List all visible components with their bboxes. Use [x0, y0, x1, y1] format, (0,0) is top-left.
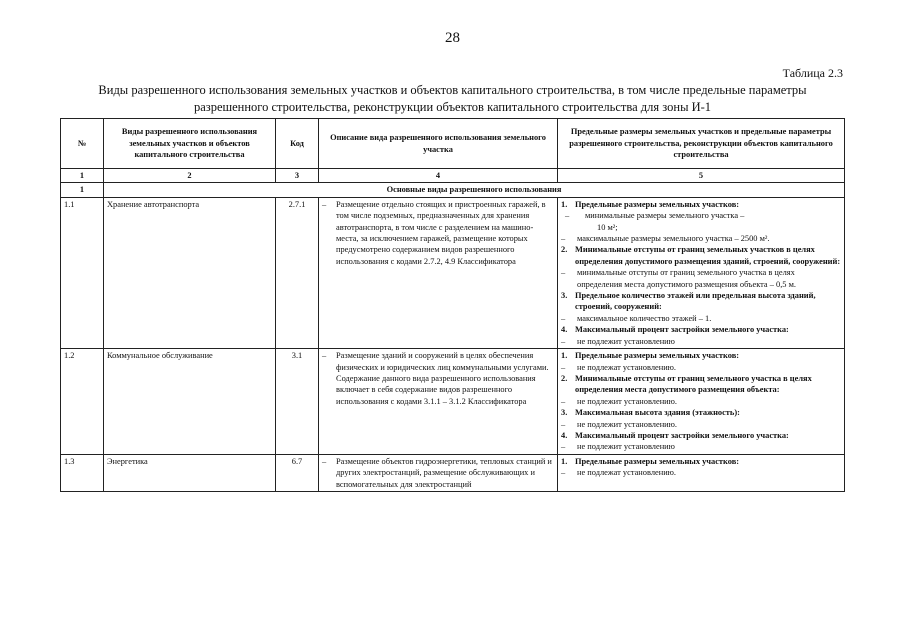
row-number: 1.2 — [61, 349, 104, 455]
column-number: 4 — [319, 169, 558, 183]
row-number: 1.1 — [61, 197, 104, 348]
column-number: 1 — [61, 169, 104, 183]
param-value: максимальное количество этажей – 1. — [577, 313, 712, 323]
header-type: Виды разрешенного использования земельных участков и объектов капитального строительства — [104, 119, 276, 169]
header-code: Код — [276, 119, 319, 169]
section-number: 1 — [61, 183, 104, 197]
row-description — [319, 349, 558, 455]
row-parameters: 1. Предельные размеры земельных участков: – не подлежат установлению. 2. Минимальные отступы от границ земельного участка в целях определения места допустимого размещения объекта: – не подлежит установлению. 3. Максимальная высота здания (этажность): – не подлежит установлению. 4. Максимальный процент застройки земельного участка: – не подлежит установлению — [558, 349, 845, 455]
param-heading: Максимальная высота здания (этажность): — [575, 408, 740, 418]
column-number: 3 — [276, 169, 319, 183]
param-value: минимальные размеры земельного участка – — [585, 211, 745, 221]
description-text: – Размещение отдельно стоящих и пристроенных гаражей, в том числе подземных, предназначенных для хранения автотранспорта, в том числе с разделением на машино-места, за исключением гаражей, размещение которых предусмотрено содержанием видов разрешенного использования с кодами 2.7.2, 4.9 Классификатора — [322, 199, 554, 267]
param-value: 10 м²; — [597, 222, 618, 232]
column-number: 2 — [104, 169, 276, 183]
param-heading: Максимальный процент застройки земельного участка: — [575, 430, 789, 440]
param-heading: Минимальные отступы от границ земельного участка в целях определения места допустимого размещения объекта: — [575, 373, 812, 395]
row-parameters: 1. Предельные размеры земельных участков: – не подлежат установлению. — [558, 454, 845, 491]
table-header-row — [61, 119, 845, 169]
row-description — [319, 454, 558, 491]
description-text: – Размещение зданий и сооружений в целях обеспечения физических и юридических лиц коммунальными услугами. Содержание данного вида разрешенного использования включает в себя содержание видов разрешенного использования с кодами 3.1.1 – 3.1.2 Классификатора — [322, 350, 554, 407]
param-value: не подлежит установлению — [577, 336, 675, 346]
param-heading: Предельные размеры земельных участков: — [575, 199, 740, 209]
regulations-table — [60, 118, 845, 492]
param-heading: Минимальные отступы от границ земельных участков в целях определения допустимого размещения зданий, строений, сооружений: — [575, 245, 841, 266]
row-name: Хранение автотранспорта — [104, 197, 276, 348]
row-code: 3.1 — [276, 349, 319, 455]
param-heading: Предельное количество этажей или предельная высота зданий, строений, сооружений: — [575, 291, 816, 312]
section-row — [61, 183, 845, 197]
table-label: Таблица 2.3 — [782, 66, 843, 80]
param-value: минимальные отступы от границ земельного участка в целях определения места допустимого размещения объекта – 0,5 м. — [577, 268, 796, 289]
document-title: Виды разрешенного использования земельных участков и объектов капитального строительства, в том числе предельные параметры разрешенного строительства, реконструкции объектов капитального строительства для зоны И-1 — [98, 83, 807, 114]
page-number: 28 — [445, 30, 460, 46]
param-heading: Предельные размеры земельных участков: — [575, 351, 740, 361]
row-number: 1.3 — [61, 454, 104, 491]
param-value: не подлежат установлению. — [577, 362, 677, 372]
column-number: 5 — [558, 169, 845, 183]
param-value: не подлежат установлению. — [577, 468, 677, 478]
param-value: не подлежит установлению — [577, 442, 675, 452]
header-parameters: Предельные размеры земельных участков и предельные параметры разрешенного строительства, реконструкции объектов капитального строительства — [558, 119, 845, 169]
header-description: Описание вида разрешенного использования земельного участка — [319, 119, 558, 169]
param-heading: Максимальный процент застройки земельного участка: — [575, 325, 789, 335]
row-code: 6.7 — [276, 454, 319, 491]
param-value: не подлежит установлению. — [577, 419, 678, 429]
description-text: – Размещение объектов гидроэнергетики, тепловых станций и других электростанций, размещение обслуживающих и вспомогательных для электростанций — [322, 456, 554, 490]
table-row — [61, 454, 845, 491]
section-title: Основные виды разрешенного использования — [104, 183, 845, 197]
row-name: Коммунальное обслуживание — [104, 349, 276, 455]
header-num: № — [61, 119, 104, 169]
row-description — [319, 197, 558, 348]
row-parameters: 1. Предельные размеры земельных участков: – минимальные размеры земельного участка – 10 м²; – максимальные размеры земельного участка – 2500 м². 2. Минимальные отступы от границ земельных участков в целях определения допустимого размещения зданий, строений, сооружений: – минимальные отступы от границ земельного участка в целях определения места допустимого размещения объекта – 0,5 м. 3. Предельное количество этажей или предельная высота зданий, строений, сооружений: – максимальное количество этажей – 1. 4. Максимальный процент застройки земельного участка: – не подлежит установлению — [558, 197, 845, 348]
row-name: Энергетика — [104, 454, 276, 491]
table-row — [61, 349, 845, 455]
column-number-row — [61, 169, 845, 183]
param-value: не подлежит установлению. — [577, 396, 678, 406]
param-heading: Предельные размеры земельных участков: — [575, 456, 740, 466]
table-row — [61, 197, 845, 348]
row-code: 2.7.1 — [276, 197, 319, 348]
param-value: максимальные размеры земельного участка – 2500 м². — [577, 234, 770, 244]
